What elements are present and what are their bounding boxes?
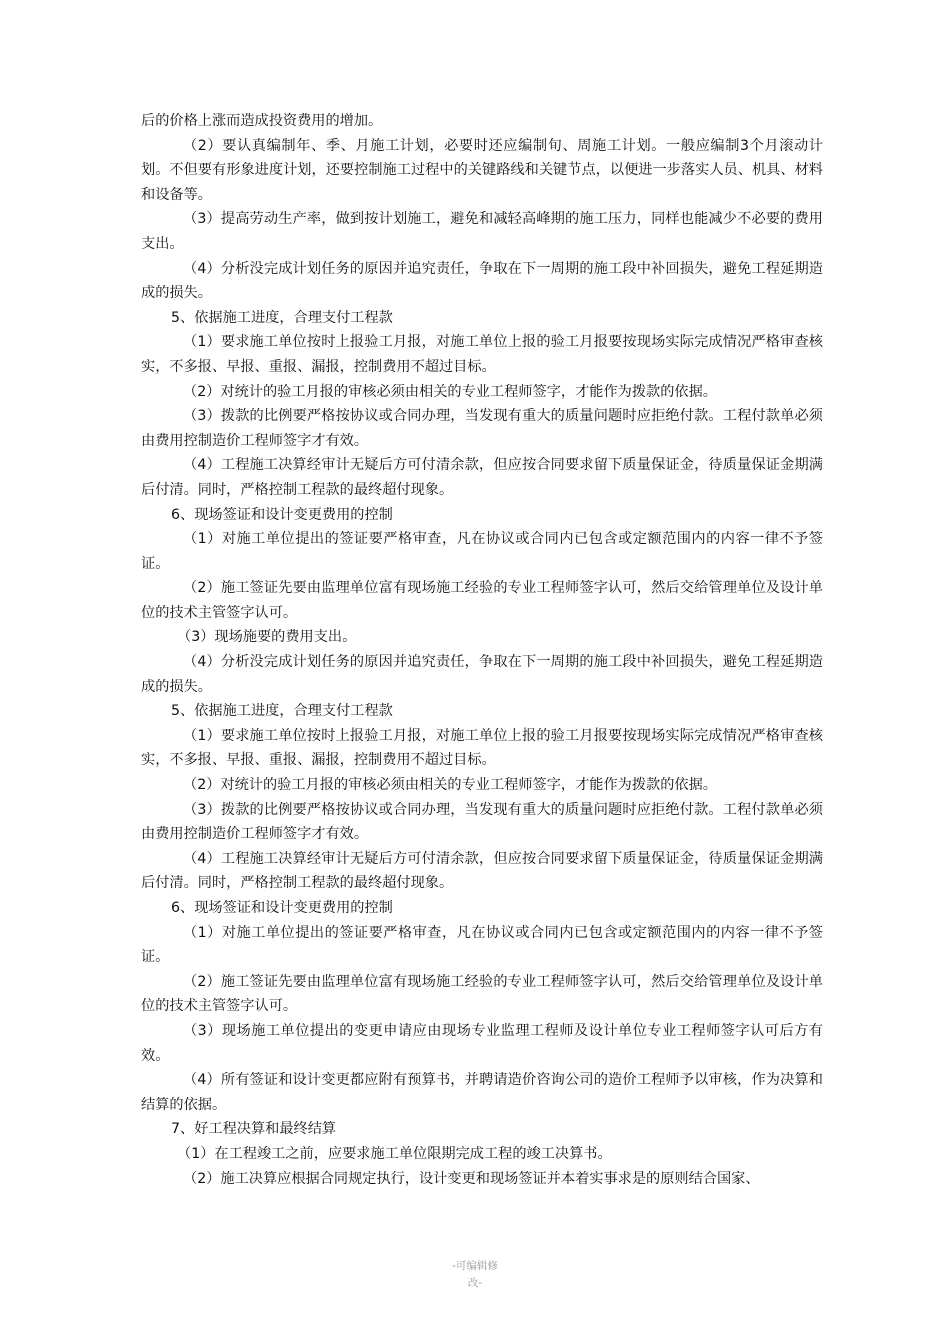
body-paragraph: （1）对施工单位提出的签证要严格审查，凡在协议或合同内已包含或定额范围内的内容一律不予签证。 [141,531,823,572]
body-paragraph: （2）施工签证先要由监理单位富有现场施工经验的专业工程师签字认可，然后交给管理单位及设计单位的技术主管签字认可。 [141,973,823,1015]
body-paragraph: （2）施工决算应根据合同规定执行，设计变更和现场签证并本着实事求是的原则结合国家、 [183,1170,760,1187]
section-heading: 5、依据施工进度，合理支付工程款 [171,309,393,326]
body-paragraph: （2）施工签证先要由监理单位富有现场施工经验的专业工程师签字认可，然后交给管理单位及设计单位的技术主管签字认可。 [141,580,823,621]
body-paragraph: （4）分析没完成计划任务的原因并追究责任，争取在下一周期的施工段中补回损失，避免工程延期造成的损失。 [141,260,823,302]
body-paragraph: （4）分析没完成计划任务的原因并追究责任，争取在下一周期的施工段中补回损失，避免工程延期造成的损失。 [141,654,823,695]
body-paragraph: （3）提高劳动生产率，做到按计划施工，避免和减轻高峰期的施工压力，同样也能减少不必要的费用支出。 [141,211,823,252]
section-heading: 6、现场签证和设计变更费用的控制 [171,506,393,523]
section-heading: 5、依据施工进度，合理支付工程款 [171,703,393,720]
body-paragraph: （1）要求施工单位按时上报验工月报，对施工单位上报的验工月报要按现场实际完成情况严格审查核实，不多报、早报、重报、漏报，控制费用不超过目标。 [141,334,823,375]
body-paragraph: （2）对统计的验工月报的审核必须由相关的专业工程师签字，才能作为拨款的依据。 [183,383,717,400]
body-paragraph: （1）在工程竣工之前，应要求施工单位限期完成工程的竣工决算书。 [177,1145,612,1162]
body-paragraph: （1）要求施工单位按时上报验工月报，对施工单位上报的验工月报要按现场实际完成情况严格审查核实，不多报、早报、重报、漏报，控制费用不超过目标。 [141,727,823,769]
body-paragraph: （4）工程施工决算经审计无疑后方可付清余款，但应按合同要求留下质量保证金，待质量保证金期满后付清。同时，严格控制工程款的最终超付现象。 [141,850,823,892]
body-paragraph: （3）现场施要的费用支出。 [177,629,357,646]
footer-line-1: -可编辑修 [452,1260,498,1272]
body-paragraph: （2）对统计的验工月报的审核必须由相关的专业工程师签字，才能作为拨款的依据。 [183,777,717,794]
body-paragraph: （4）工程施工决算经审计无疑后方可付清余款，但应按合同要求留下质量保证金，待质量保证金期满后付清。同时，严格控制工程款的最终超付现象。 [141,457,823,498]
page-footer [0,1258,950,1292]
body-paragraph: 后的价格上涨而造成投资费用的增加。 [141,113,383,129]
section-heading: 6、现场签证和设计变更费用的控制 [171,900,393,916]
body-paragraph: （1）对施工单位提出的签证要严格审查，凡在协议或合同内已包含或定额范围内的内容一律不予签证。 [141,924,823,966]
body-paragraph: （2）要认真编制年、季、月施工计划，必要时还应编制旬、周施工计划。一般应编制3个月滚动计划。不但要有形象进度计划，还要控制施工过程中的关键路线和关键节点，以便进一步落实人员、机具、材料和设备等。 [141,137,823,203]
body-paragraph: （3）拨款的比例要严格按协议或合同办理，当发现有重大的质量问题时应拒绝付款。工程付款单必须由费用控制造价工程师签字才有效。 [141,801,823,843]
footer-line-2: 改- [467,1277,483,1289]
body-paragraph: （3）拨款的比例要严格按协议或合同办理，当发现有重大的质量问题时应拒绝付款。工程付款单必须由费用控制造价工程师签字才有效。 [141,408,823,449]
document-body [141,109,823,1191]
body-paragraph: （4）所有签证和设计变更都应附有预算书，并聘请造价咨询公司的造价工程师予以审核，作为决算和结算的依据。 [141,1072,823,1113]
body-paragraph: （3）现场施工单位提出的变更申请应由现场专业监理工程师及设计单位专业工程师签字认可后方有效。 [141,1022,823,1064]
section-heading: 7、好工程决算和最终结算 [171,1121,337,1138]
